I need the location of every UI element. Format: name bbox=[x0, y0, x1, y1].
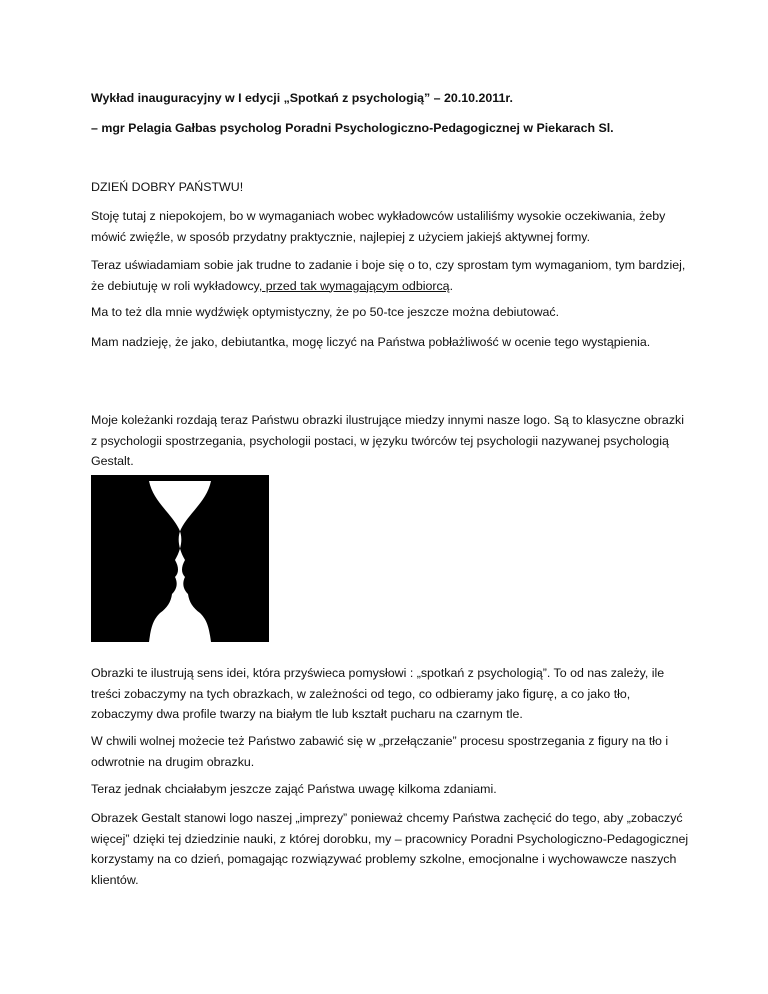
paragraph-6: Obrazki te ilustrują sens idei, która przyświeca pomysłowi : „spotkań z psychologią”. To od nas zależy, ile treści zobaczymy na tych obrazkach, w zależności od tego, co odbieramy jako figurę, a co jako tło, zobaczymy dwa profile twarzy na białym tle lub kształt pucharu na czarnym tle. bbox=[91, 666, 665, 721]
paragraph-2 bbox=[91, 255, 691, 296]
paragraph-9: Obrazek Gestalt stanowi logo naszej „imprezy” ponieważ chcemy Państwa zachęcić do tego, aby „zobaczyć więcej” dzięki tej dziedzinie nauki, z której dorobku, my – pracownicy Poradni Psychologiczno-Pedagogicznej korzystamy na co dzień, pomagając rozwiązywać problemy szkolne, emocjonalne i wychowawcze naszych klientów. bbox=[91, 811, 689, 887]
paragraph-8: Teraz jednak chciałabym jeszcze zająć Państwa uwagę kilkoma zdaniami. bbox=[91, 782, 497, 796]
paragraph-3: Ma to też dla mnie wydźwięk optymistyczny, że po 50-tce jeszcze można debiutować. bbox=[91, 305, 560, 319]
rubin-vase-illustration bbox=[91, 475, 269, 642]
greeting: DZIEŃ DOBRY PAŃSTWU! bbox=[91, 180, 244, 194]
paragraph-1: Stoję tutaj z niepokojem, bo w wymaganiach wobec wykładowców ustaliliśmy wysokie oczekiwania, żeby mówić zwięźle, w sposób przydatny praktycznie, najlepiej z użyciem jakiejś aktywnej formy. bbox=[91, 209, 666, 244]
paragraph-7: W chwili wolnej możecie też Państwo zabawić się w „przełączanie” procesu spostrzegania z figury na tło i odwrotnie na drugim obrazku. bbox=[91, 734, 669, 769]
paragraph-5: Moje koleżanki rozdają teraz Państwu obrazki ilustrujące miedzy innymi nasze logo. Są to klasyczne obrazki z psychologii spostrzegania, psychologii postaci, w języku twórców tej psychologii nazywanej psychologią Gestalt. bbox=[91, 413, 684, 468]
lecture-title: Wykład inauguracyjny w I edycji „Spotkań z psychologią” – 20.10.2011r. bbox=[91, 91, 513, 105]
rubin-vase-faces-icon bbox=[91, 475, 269, 642]
paragraph-2-text: Teraz uświadamiam sobie jak trudne to zadanie i boje się o to, czy sprostam tym wymaganiom, tym bardziej, że debiutuję w roli wykładowcy bbox=[91, 258, 686, 293]
paragraph-4: Mam nadzieję, że jako, debiutantka, mogę liczyć na Państwa pobłażliwość w ocenie tego wystąpienia. bbox=[91, 335, 651, 349]
author-line: – mgr Pelagia Gałbas psycholog Poradni Psychologiczno-Pedagogicznej w Piekarach Sl. bbox=[91, 121, 614, 135]
paragraph-2-underlined: , przed tak wymagającym odbiorcą bbox=[258, 278, 450, 293]
paragraph-2-end: . bbox=[449, 278, 454, 293]
